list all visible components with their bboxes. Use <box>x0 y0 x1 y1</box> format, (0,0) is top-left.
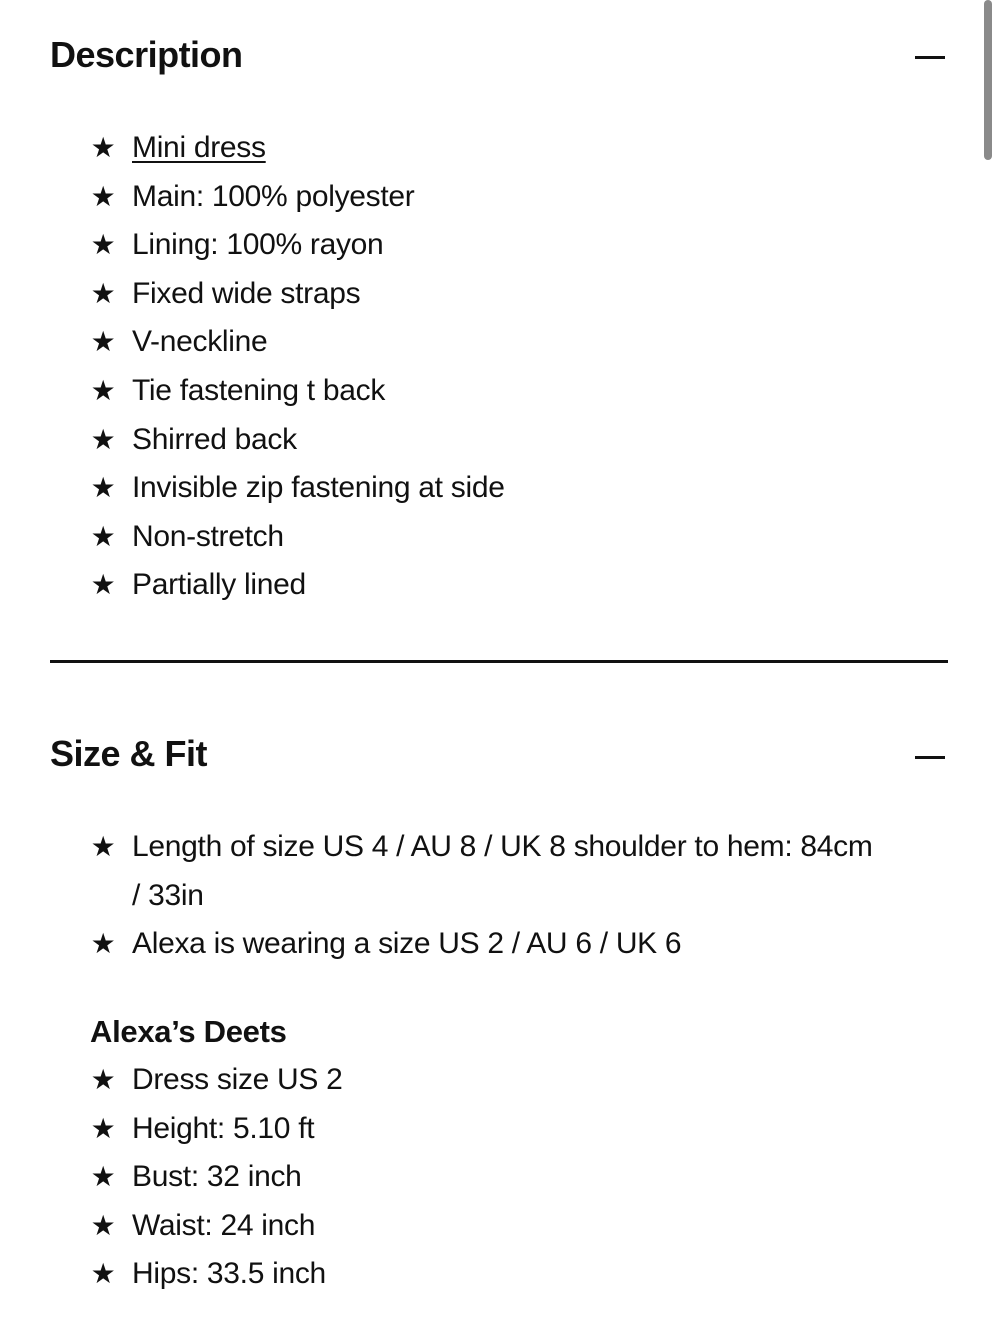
list-item <box>88 173 888 222</box>
list-item <box>88 513 888 562</box>
star-icon: ★ <box>90 1112 116 1144</box>
list-item <box>88 1105 888 1154</box>
list-item-text: Shirred back <box>132 422 297 456</box>
list-item-text: Non-stretch <box>132 519 284 553</box>
list-item-text: Bust: 32 inch <box>132 1160 302 1194</box>
mini-dress-link[interactable]: Mini dress <box>132 131 266 164</box>
star-icon: ★ <box>90 928 116 960</box>
list-item-text: Lining: 100% rayon <box>132 228 384 262</box>
list-item-text: Invisible zip fastening at side <box>132 471 505 505</box>
list-item-text: Length of size US 4 / AU 8 / UK 8 shoulder to hem: 84cm / 33in <box>132 830 873 912</box>
star-icon: ★ <box>90 569 116 601</box>
list-item-text: Hips: 33.5 inch <box>132 1257 326 1291</box>
star-icon: ★ <box>90 180 116 212</box>
list-item <box>88 823 888 920</box>
star-icon: ★ <box>90 1209 116 1241</box>
list-item-text: Fixed wide straps <box>132 276 361 310</box>
list-item <box>88 920 888 969</box>
list-item <box>88 1056 888 1105</box>
list-item-text: Height: 5.10 ft <box>132 1111 315 1145</box>
star-icon: ★ <box>90 423 116 455</box>
scrollbar-thumb[interactable] <box>984 0 992 160</box>
star-icon: ★ <box>90 1064 116 1095</box>
model-details-heading: Alexa’s Deets <box>90 1014 287 1049</box>
list-item <box>88 221 888 270</box>
description-heading: Description <box>50 34 243 75</box>
list-item <box>88 416 888 465</box>
minus-icon <box>915 756 945 759</box>
list-item <box>88 318 888 367</box>
minus-icon <box>915 56 945 59</box>
star-icon: ★ <box>90 326 116 358</box>
star-icon: ★ <box>90 520 116 552</box>
list-item-text: Alexa is wearing a size US 2 / AU 6 / UK 6 <box>132 927 682 961</box>
list-item-text: Dress size US 2 <box>132 1063 343 1096</box>
list-item-text: Partially lined <box>132 568 306 602</box>
star-icon: ★ <box>90 831 116 862</box>
description-collapse-button[interactable] <box>912 38 948 78</box>
list-item <box>88 1202 888 1251</box>
section-divider <box>50 660 948 663</box>
list-item <box>88 1250 888 1299</box>
list-item[interactable] <box>88 124 888 173</box>
list-item <box>88 270 888 319</box>
star-icon: ★ <box>90 1258 116 1290</box>
list-item-text: Tie fastening t back <box>132 373 386 407</box>
star-icon: ★ <box>90 374 116 406</box>
star-icon: ★ <box>90 229 116 261</box>
list-item-text: V-neckline <box>132 325 268 359</box>
star-icon: ★ <box>90 132 116 163</box>
model-details-list <box>88 1056 888 1299</box>
star-icon: ★ <box>90 277 116 309</box>
list-item-text: Waist: 24 inch <box>132 1208 316 1242</box>
star-icon: ★ <box>90 1161 116 1193</box>
list-item-text: Main: 100% polyester <box>132 179 415 213</box>
size-fit-list <box>88 823 888 969</box>
list-item <box>88 367 888 416</box>
list-item <box>88 1153 888 1202</box>
size-fit-heading: Size & Fit <box>50 733 208 774</box>
star-icon: ★ <box>90 472 116 504</box>
list-item <box>88 561 888 610</box>
size-fit-collapse-button[interactable] <box>912 738 948 778</box>
description-list <box>88 124 888 610</box>
list-item <box>88 464 888 513</box>
